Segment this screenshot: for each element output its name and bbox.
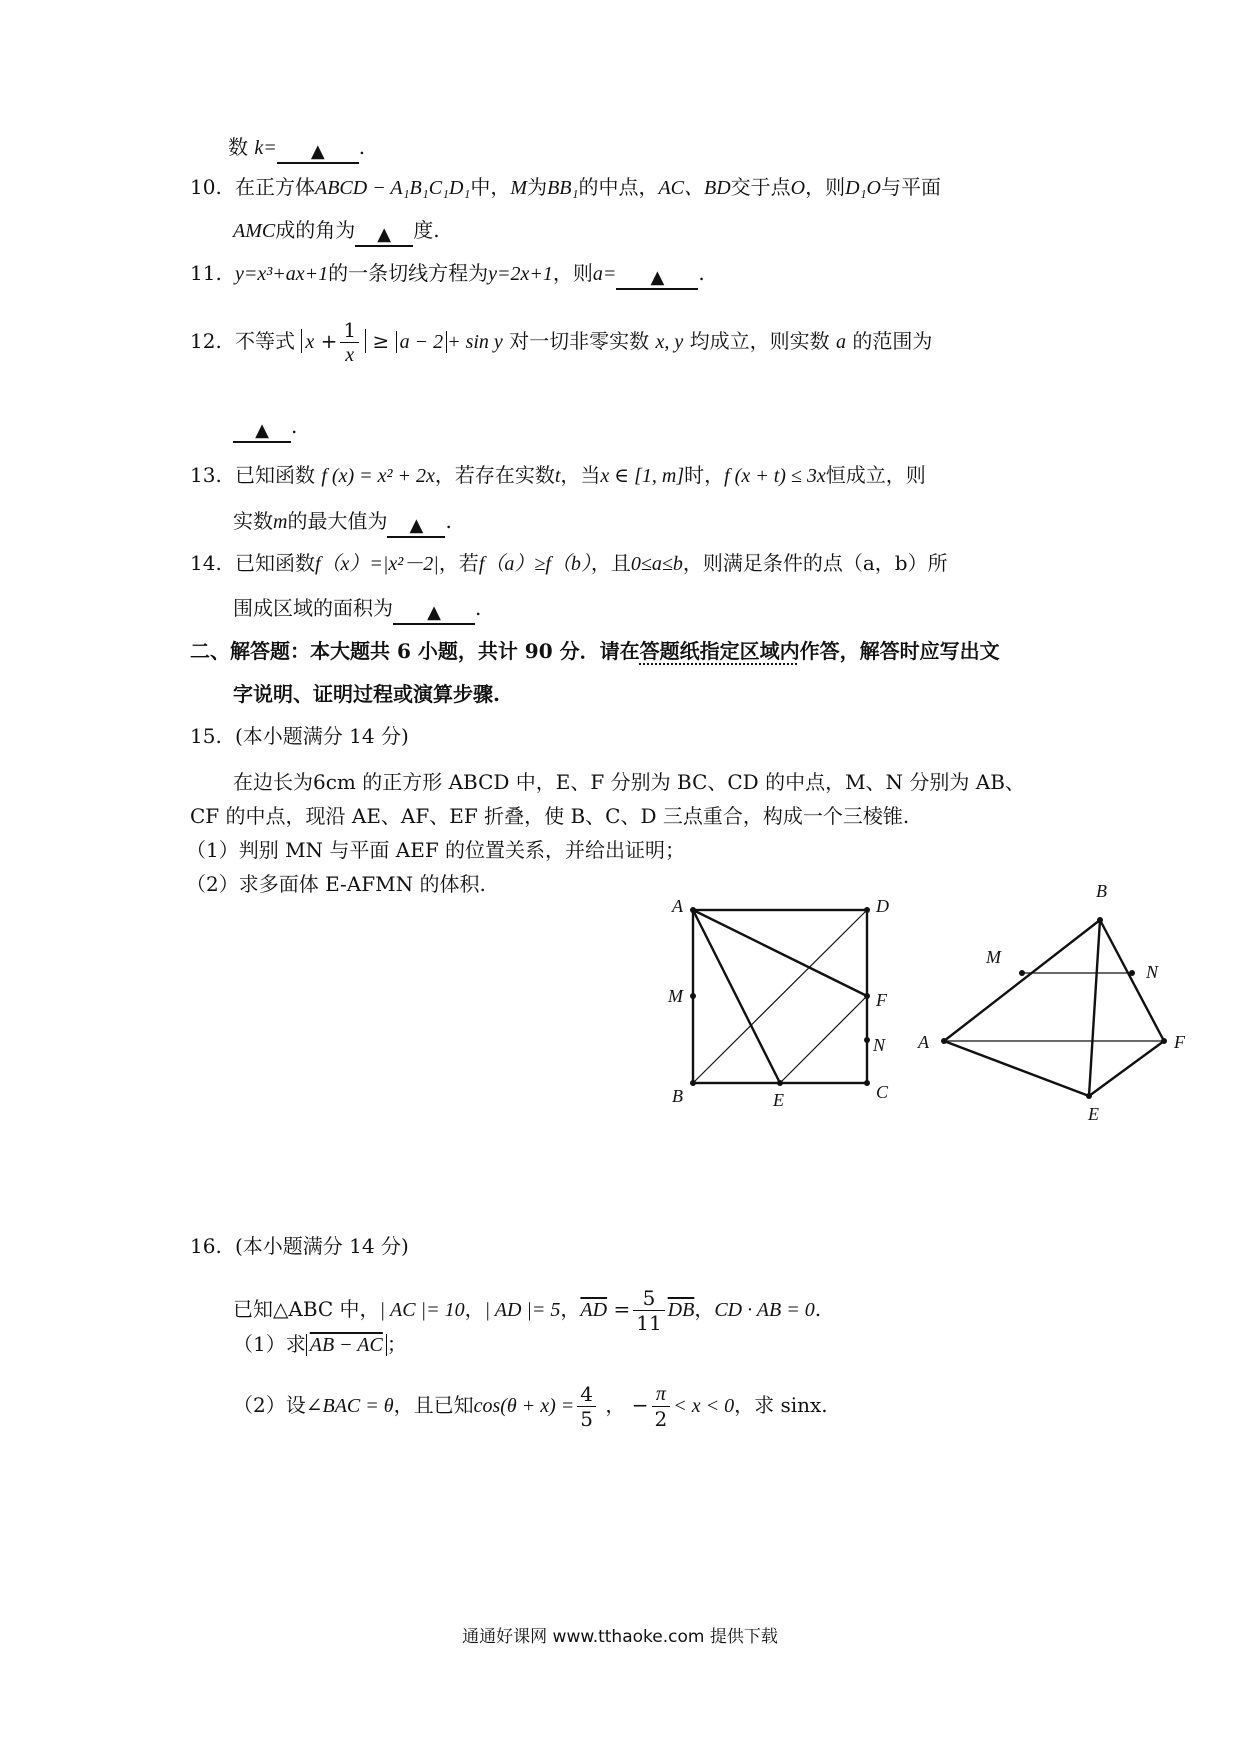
abs-expression: x + $\frac{1}{x}$ [301, 329, 366, 353]
answer-blank: ▲ [277, 138, 359, 164]
segment-af [693, 910, 867, 996]
question-12: 12. 不等式 x + $\frac{1}{x}$ ≥ a − 2 + sin y 对一切非零实数 x, y 均成立，则实数 a 的范围为 [190, 318, 933, 366]
label-b2: B [1096, 881, 1107, 901]
question-13: 13. 已知函数 f (x) = x² + 2x，若存在实数t，当x ∈ [1, m]时，f (x + t) ≤ 3x恒成立，则 [190, 463, 926, 487]
question-14: 14. 已知函数f（x）=|x²－2|，若f（a）≥f（b），且0≤a≤b，则满足条件的点（a，b）所 [190, 551, 948, 575]
point-e [777, 1080, 783, 1086]
question-16-sub2: （2）设∠BAC = θ，且已知cos(θ + x) = $\frac{4}{5}$ ， − $\frac{\pi}{2}$ < x < 0，求 sinx. [233, 1382, 828, 1431]
point-d [864, 907, 870, 913]
question-10-line2: AMC成的角为 ▲ 度. [233, 218, 440, 245]
point-n [864, 1037, 870, 1043]
answer-blank: ▲ [355, 221, 413, 247]
label-c: C [876, 1082, 889, 1102]
point-a [690, 907, 696, 913]
answer-blank: ▲ [393, 599, 475, 625]
label-f: F [876, 990, 887, 1010]
question-15-p2: CF 的中点，现沿 AE、AF、EF 折叠，使 B、C、D 三点重合，构成一个三棱锥. [190, 804, 910, 828]
question-11: 11. y=x³+ax+1的一条切线方程为y=2x+1，则a= ▲ . [190, 261, 705, 288]
label-a2: A [918, 1032, 929, 1052]
label-m: M [668, 986, 683, 1006]
pyramid-figure [944, 920, 1164, 1096]
segment-ef [780, 996, 867, 1083]
q9-tail: 数 k= ▲ . [228, 135, 366, 162]
point-m [690, 993, 696, 999]
question-15-header: 15. (本小题满分 14 分) [190, 724, 409, 748]
question-12-line2: ▲ . [233, 412, 297, 443]
question-15-p1: 在边长为6cm 的正方形 ABCD 中，E、F 分别为 BC、CD 的中点，M、N 分别为 AB、 [233, 770, 1025, 794]
label-e2: E [1088, 1104, 1099, 1124]
question-10-line1: 10. 在正方体ABCD − A₁B₁C₁D₁中，M为BB₁的中点，AC、BD交于点O，则D₁O与平面 [190, 175, 941, 199]
answer-blank: ▲ [616, 264, 698, 290]
label-b: B [672, 1086, 683, 1106]
section-2-heading: 二、解答题：本大题共 6 小题，共计 90 分．请在答题纸指定区域内作答，解答时应写出文 [190, 639, 1000, 663]
label-f2: F [1174, 1032, 1185, 1052]
label-n: N [873, 1035, 886, 1055]
page-footer: 通通好课网 www.tthaoke.com 提供下载 [462, 1627, 778, 1647]
label-a: A [672, 896, 683, 916]
question-15-sub2: （2）求多面体 E-AFMN 的体积. [186, 872, 486, 896]
question-14-line2: 围成区域的面积为 ▲ . [233, 596, 482, 623]
label-e: E [773, 1090, 784, 1110]
question-15-sub1: （1）判别 MN 与平面 AEF 的位置关系，并给出证明； [186, 838, 686, 862]
question-16-sub1: （1）求 AB − AC ； [233, 1332, 407, 1356]
question-16-given: 已知△ABC 中，| AC |= 10，| AD |= 5，$\overline{AD}$ = $\frac{5}{11}$ $\overline{DB}$，CD · AB = 0. [233, 1286, 822, 1335]
point-c [864, 1080, 870, 1086]
label-n2: N [1146, 962, 1159, 982]
point-f [864, 993, 870, 999]
label-m2: M [986, 947, 1001, 967]
segment-ae [693, 910, 780, 1083]
question-13-line2: 实数m的最大值为 ▲ . [233, 509, 452, 536]
point-b [690, 1080, 696, 1086]
segment-bd [693, 910, 867, 1083]
label-d: D [876, 896, 889, 916]
answer-blank: ▲ [387, 512, 445, 538]
section-2-heading-line2: 字说明、证明过程或演算步骤. [233, 682, 500, 706]
answer-blank: ▲ [233, 417, 291, 443]
question-16-header: 16. (本小题满分 14 分) [190, 1234, 409, 1258]
